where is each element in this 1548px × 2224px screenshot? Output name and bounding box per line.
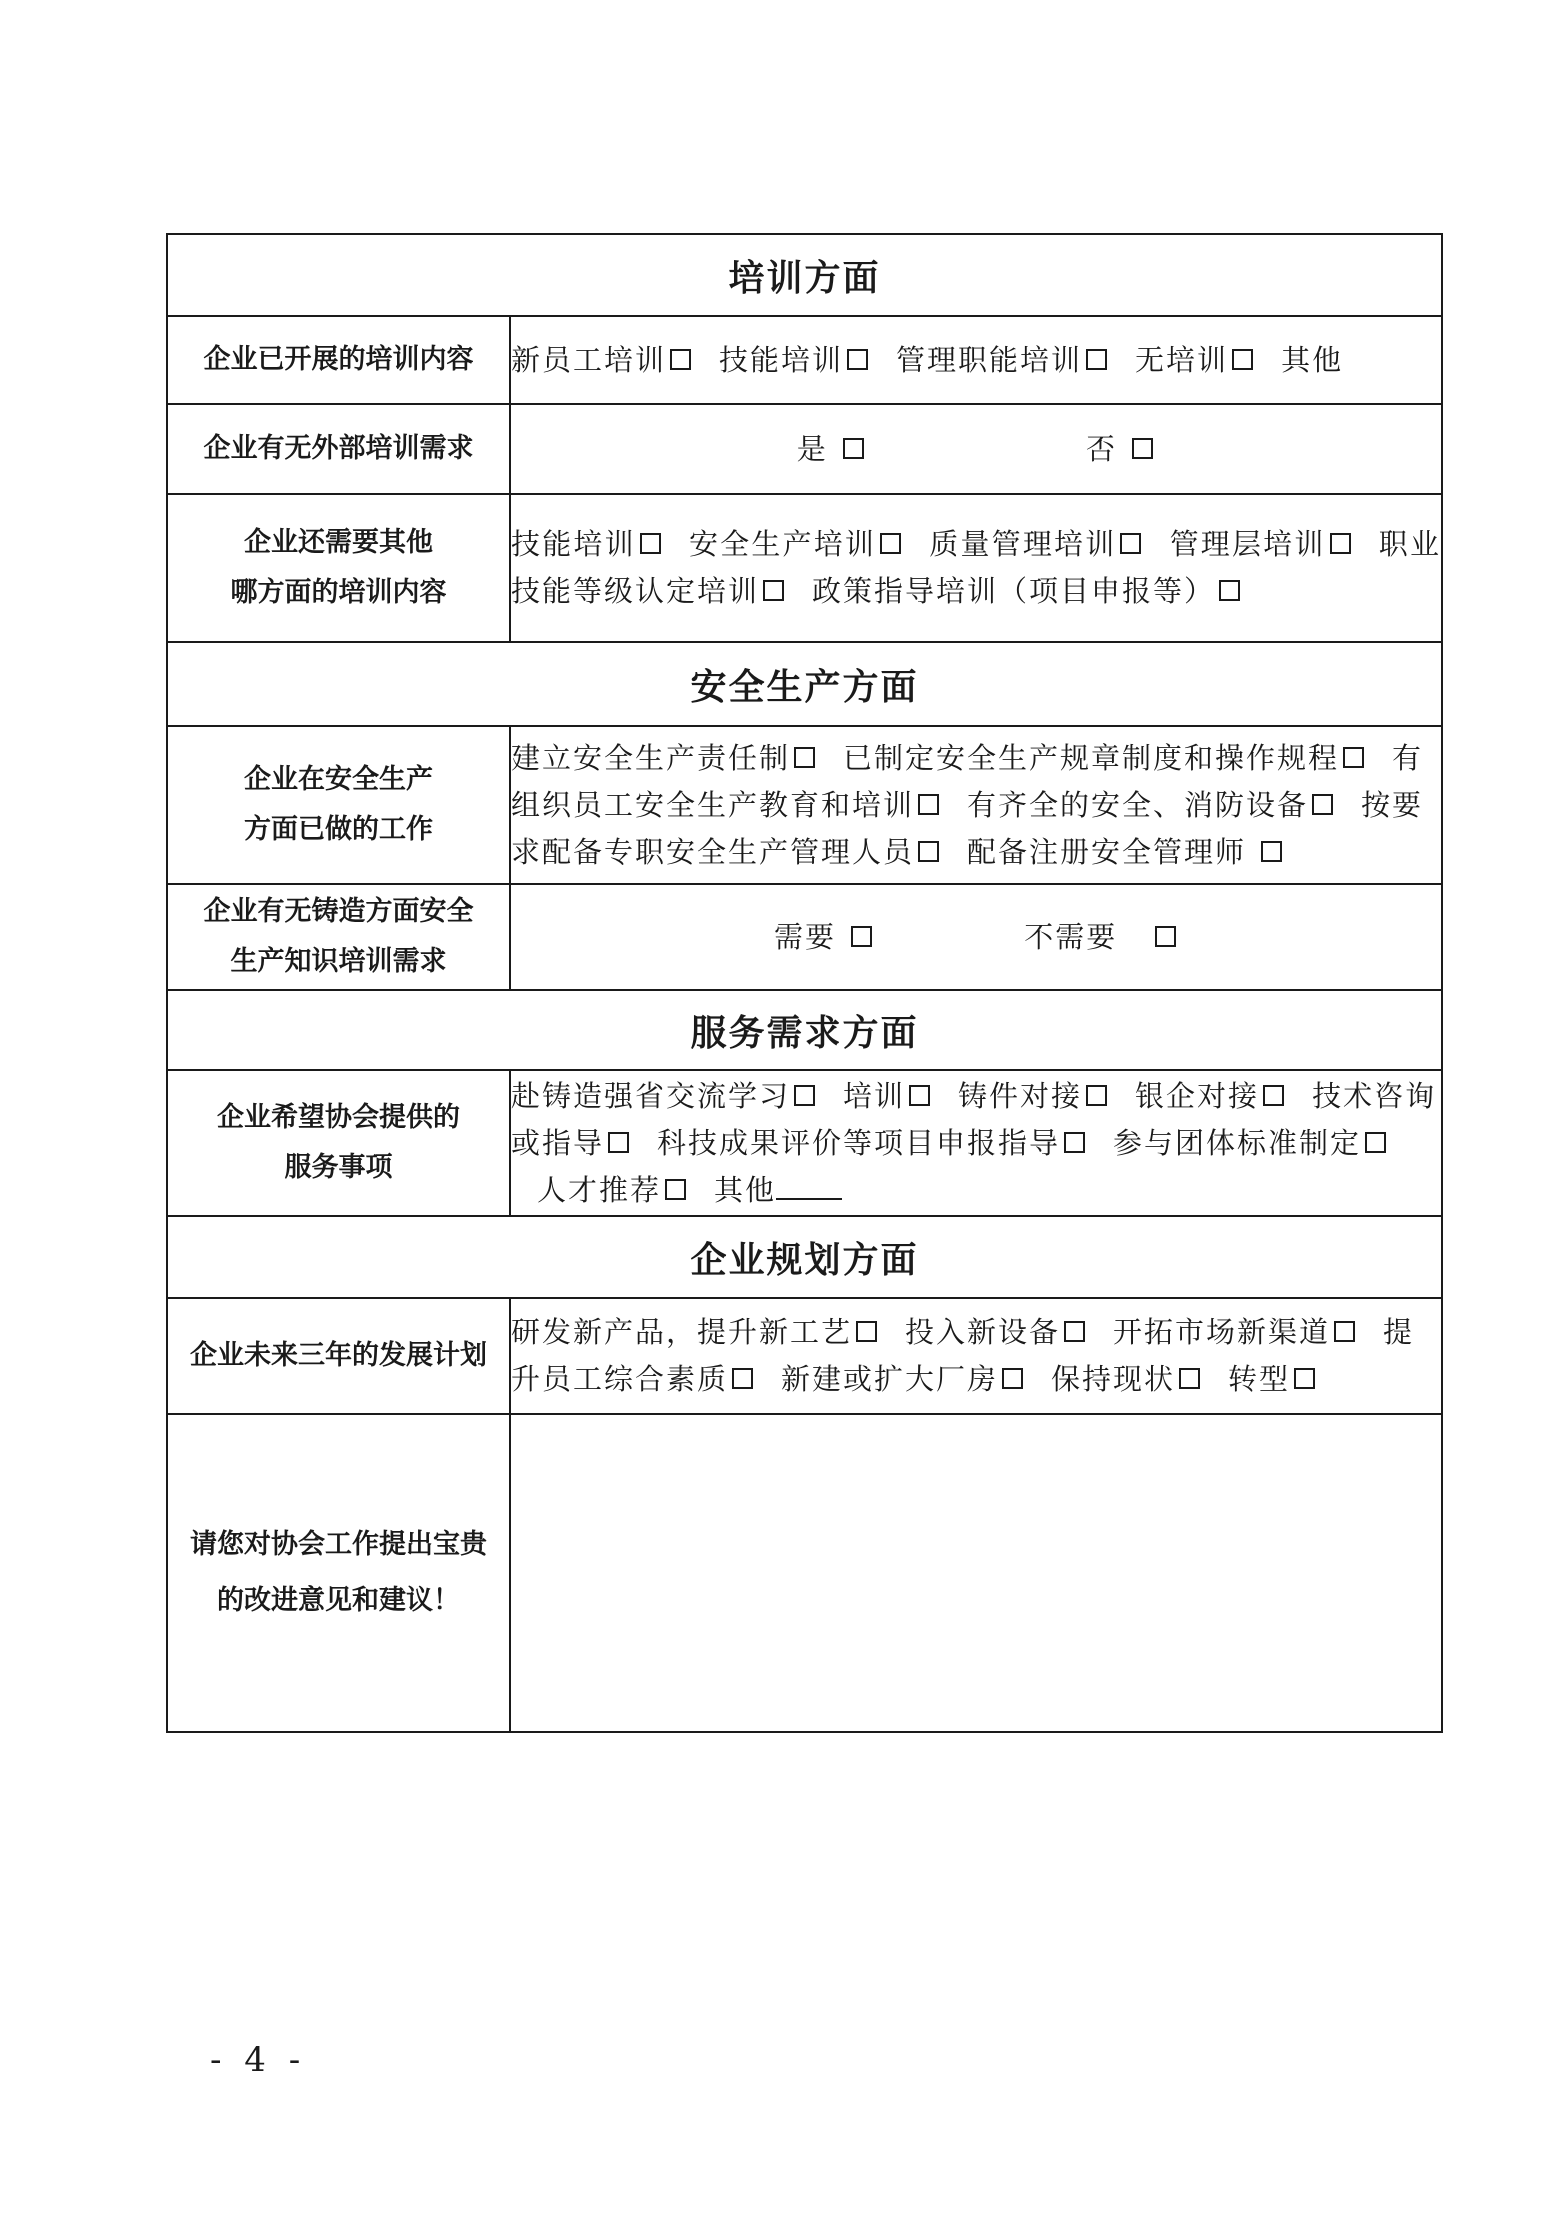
section-header-row [167,1216,1442,1298]
checkbox-option[interactable]: 管理职能培训 [896,343,1109,377]
checkbox-icon[interactable] [1155,926,1176,947]
other-training-row [167,494,1442,642]
checkbox-option[interactable]: 政策指导培训（项目申报等） [812,574,1242,608]
checkbox-icon[interactable] [1086,1085,1107,1106]
other-option[interactable]: 其他 [1281,342,1344,377]
survey-form-table [166,233,1443,1733]
checkbox-option[interactable]: 赴铸造强省交流学习 [511,1079,817,1113]
checkbox-icon[interactable] [1261,841,1282,862]
service-row [167,1070,1442,1216]
row-label: 企业在安全生产 方面已做的工作 [167,726,510,884]
checkbox-option[interactable]: 人才推荐 [537,1173,688,1207]
section-header-service: 服务需求方面 [167,990,1442,1070]
plan-row [167,1298,1442,1414]
checkbox-icon[interactable] [909,1085,930,1106]
section-header-planning: 企业规划方面 [167,1216,1442,1298]
checkbox-icon[interactable] [847,349,868,370]
checkbox-icon[interactable] [1294,1368,1315,1389]
checkbox-option[interactable]: 银企对接 [1135,1079,1286,1113]
checkbox-icon[interactable] [608,1132,629,1153]
checkbox-icon[interactable] [732,1368,753,1389]
checkbox-icon[interactable] [918,841,939,862]
checkbox-option[interactable]: 转型 [1228,1362,1317,1396]
row-label: 请您对协会工作提出宝贵 的改进意见和建议！ [167,1414,510,1732]
checkbox-option[interactable]: 新建或扩大厂房 [781,1362,1025,1396]
checkbox-option[interactable]: 铸件对接 [958,1079,1109,1113]
checkbox-icon[interactable] [1120,533,1141,554]
row-label: 企业有无外部培训需求 [167,404,510,494]
other-option[interactable]: 其他 [714,1173,842,1207]
training-content-row [167,316,1442,404]
checkbox-icon[interactable] [763,580,784,601]
checkbox-option[interactable]: 有齐全的安全、消防设备 [967,788,1335,822]
external-training-row [167,404,1442,494]
section-header-row [167,234,1442,316]
checkbox-option[interactable]: 无培训 [1135,343,1255,377]
row-label: 企业希望协会提供的 服务事项 [167,1070,510,1216]
checkbox-icon[interactable] [1086,349,1107,370]
checkbox-option[interactable]: 质量管理培训 [929,527,1143,561]
checkbox-option[interactable]: 参与团体标准制定 [1113,1126,1388,1160]
checkbox-icon[interactable] [1179,1368,1200,1389]
checkbox-option[interactable]: 投入新设备 [905,1315,1087,1349]
checkbox-icon[interactable] [856,1321,877,1342]
checkbox-option[interactable]: 配备注册安全管理师 [967,835,1284,869]
no-option[interactable]: 否 [1086,426,1155,473]
checkbox-icon[interactable] [670,349,691,370]
checkbox-icon[interactable] [794,1085,815,1106]
plan-options [510,1298,1442,1414]
checkbox-option[interactable]: 新员工培训 [511,343,693,377]
checkbox-icon[interactable] [1263,1085,1284,1106]
other-training-options [510,494,1442,642]
checkbox-option[interactable]: 职业技能等级认定培训 [511,527,1441,608]
page-number: - 4 - [210,2040,307,2080]
row-label: 企业还需要其他 哪方面的培训内容 [167,494,510,642]
checkbox-icon[interactable] [851,926,872,947]
checkbox-icon[interactable] [1312,794,1333,815]
section-header-safety: 安全生产方面 [167,642,1442,726]
checkbox-icon[interactable] [1064,1321,1085,1342]
service-options [510,1070,1442,1216]
section-header-training: 培训方面 [167,234,1442,316]
no-need-option[interactable]: 不需要 [1024,914,1178,961]
checkbox-icon[interactable] [1365,1132,1386,1153]
checkbox-icon[interactable] [1219,580,1240,601]
checkbox-option[interactable]: 建立安全生产责任制 [511,741,817,775]
need-option[interactable]: 需要 [774,914,874,961]
suggestion-input-area[interactable] [510,1414,1442,1732]
casting-safety-row [167,884,1442,990]
checkbox-icon[interactable] [1232,349,1253,370]
checkbox-option[interactable]: 有组织员工安全生产教育和培训 [511,740,1424,822]
checkbox-option[interactable]: 按要求配备专职安全生产管理人员 [511,787,1424,869]
yes-option[interactable]: 是 [797,426,866,473]
suggestion-row [167,1414,1442,1732]
checkbox-icon[interactable] [918,794,939,815]
safety-work-options [510,726,1442,884]
training-content-options [510,316,1442,404]
checkbox-option[interactable]: 保持现状 [1051,1362,1202,1396]
checkbox-icon[interactable] [794,747,815,768]
checkbox-icon[interactable] [880,533,901,554]
checkbox-icon[interactable] [665,1179,686,1200]
checkbox-icon[interactable] [1334,1321,1355,1342]
row-label: 企业未来三年的发展计划 [167,1298,510,1414]
external-training-options [510,404,1442,494]
safety-work-row [167,726,1442,884]
checkbox-icon[interactable] [1343,747,1364,768]
checkbox-option[interactable]: 提升员工综合素质 [511,1315,1415,1396]
checkbox-option[interactable]: 技术咨询或指导 [511,1078,1437,1160]
checkbox-option[interactable]: 技能培训 [511,527,663,561]
section-header-row [167,642,1442,726]
checkbox-option[interactable]: 培训 [843,1079,932,1113]
section-header-row [167,990,1442,1070]
casting-safety-options [510,884,1442,990]
checkbox-option[interactable]: 科技成果评价等项目申报指导 [657,1126,1087,1160]
other-blank-field[interactable] [776,1172,842,1200]
checkbox-option[interactable]: 管理层培训 [1169,527,1352,561]
row-label: 企业已开展的培训内容 [167,316,510,404]
checkbox-option[interactable]: 研发新产品，提升新工艺 [511,1315,879,1349]
checkbox-option[interactable]: 技能培训 [719,343,870,377]
checkbox-icon[interactable] [843,438,864,459]
checkbox-icon[interactable] [1002,1368,1023,1389]
checkbox-option[interactable]: 开拓市场新渠道 [1113,1315,1357,1349]
checkbox-icon[interactable] [1064,1132,1085,1153]
checkbox-icon[interactable] [1330,533,1351,554]
row-label: 企业有无铸造方面安全 生产知识培训需求 [167,884,510,990]
checkbox-option[interactable]: 已制定安全生产规章制度和操作规程 [843,741,1366,775]
checkbox-icon[interactable] [1132,438,1153,459]
checkbox-icon[interactable] [640,533,661,554]
checkbox-option[interactable]: 安全生产培训 [689,527,903,561]
